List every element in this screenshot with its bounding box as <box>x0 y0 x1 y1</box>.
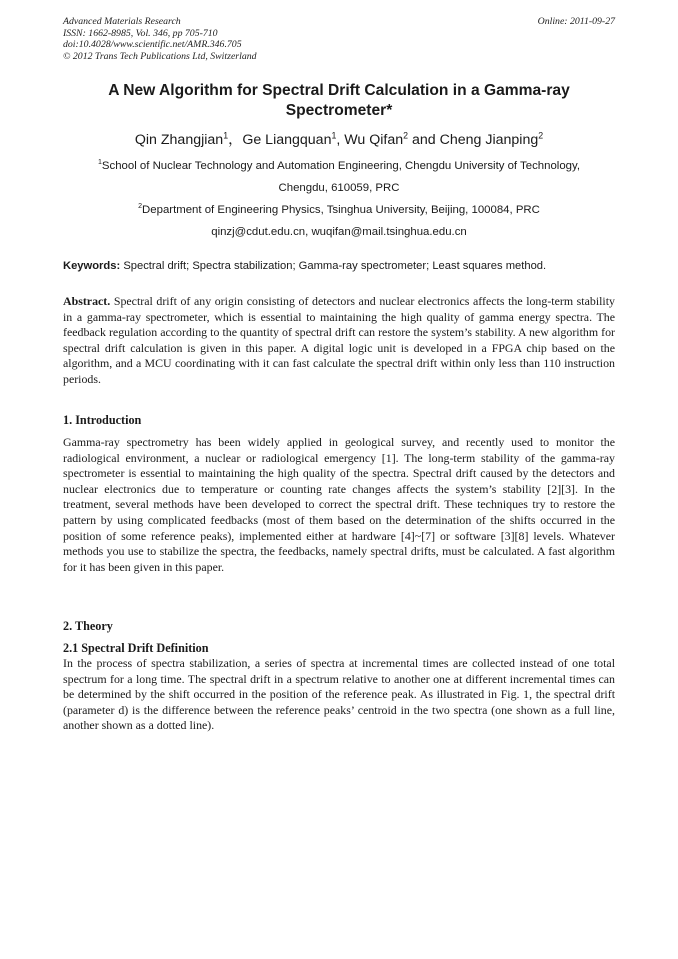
keywords-text: Spectral drift; Spectra stabilization; Gamma-ray spectrometer; Least squares method. <box>123 260 547 272</box>
author-separator: , <box>336 132 345 148</box>
issn-line: ISSN: 1662-8985, Vol. 346, pp 705-710 <box>63 27 218 39</box>
author-affil-sup: 2 <box>403 130 409 141</box>
author-name: Ge Liangquan <box>242 132 332 148</box>
author-emails: qinzj@cdut.edu.cn, wuqifan@mail.tsinghua.edu.cn <box>211 226 467 238</box>
journal-header <box>63 16 463 62</box>
author-separator: ， <box>228 132 243 148</box>
abstract <box>63 294 615 388</box>
author-name: Qin Zhangjian <box>134 132 224 148</box>
paper-title: A New Algorithm for Spectral Drift Calculation in a Gamma-ray Spectrometer* <box>108 82 570 119</box>
affiliation-1-line1: School of Nuclear Technology and Automation Engineering, Chengdu University of Technology, <box>101 160 580 172</box>
online-date: Online: 2011-09-27 <box>537 16 615 27</box>
keywords <box>63 259 615 273</box>
copyright-line: © 2012 Trans Tech Publications Ltd, Switzerland <box>63 50 257 62</box>
affiliation-1 <box>63 155 615 199</box>
author-affil-sup: 2 <box>538 130 544 141</box>
abstract-label: Abstract. <box>63 294 111 308</box>
introduction-heading: 1. Introduction <box>63 413 142 427</box>
affiliation-2-text: Department of Engineering Physics, Tsinghua University, Beijing, 100084, PRC <box>142 204 540 216</box>
theory-text: In the process of spectra stabilization, a series of spectra at incremental times are collected instead of one total spectrum for a long time. The spectral drift in a spectrum relative to another one at different incremental times can be determined by the shift occurred in the position of the reference peak. As illustrated in Fig. 1, the spectral drift (parameter d) is the difference between the reference peaks’ centroid in the two spectra (one shown as a full line, another shown as a dotted line). <box>63 656 615 733</box>
theory-heading: 2. Theory <box>63 619 113 633</box>
author-affil-sup: 1 <box>331 130 337 141</box>
author-name: Wu Qifan <box>344 132 404 148</box>
introduction-text: Gamma-ray spectrometry has been widely applied in geological survey, and recently used to monitor the radiological environment, a nuclear or radiological emergency [1]. The long-term stability of the gamma-ray spectrometer is essential to maintaining the high quality of the spectra. Spectral drift caused by the detectors and nuclear electronics due to temperature or counting rate changes affects the system’s stability [2][3]. In the treatment, several methods have been developed to correct the spectral drift. These techniques try to restore the pattern by using complicated feedbacks (most of them based on the determination of the shifts occurred in the position of some reference peaks), implemented either at hardware [4]~[7] or software [3][8] levels. Whatever methods you use to stabilize the spectra, the feedbacks, namely spectral drifts, must be calculated. A fast algorithm for it has been given in this paper. <box>63 435 615 574</box>
theory-subheading: 2.1 Spectral Drift Definition <box>63 641 209 655</box>
affiliation-sup: 1 <box>98 159 102 167</box>
keywords-label: Keywords: <box>63 260 121 272</box>
abstract-text: Spectral drift of any origin consisting of detectors and nuclear electronics affects the long-term stability in a gamma-ray spectrometer, which is essential to maintaining the high quality of gamma energy spectra. The feedback regulation according to the quantity of spectral drift can restore the system’s stability. A new algorithm for spectral drift calculation is given in this paper. A digital logic unit is developed in a FPGA chip based on the algorithm, and a MCU coordinating with it can fast calculate the spectral drift within only less than 110 instruction periods. <box>63 294 615 386</box>
journal-name: Advanced Materials Research <box>63 16 181 27</box>
doi-line: doi:10.4028/www.scientific.net/AMR.346.705 <box>63 39 242 50</box>
author-affil-sup: 1 <box>223 130 229 141</box>
affiliation-1-line2: Chengdu, 610059, PRC <box>278 182 400 194</box>
author-name: Cheng Jianping <box>439 132 539 148</box>
affiliation-2 <box>63 199 615 243</box>
author-list <box>63 131 615 149</box>
author-separator: and <box>408 132 440 148</box>
affiliation-sup: 2 <box>138 203 143 211</box>
